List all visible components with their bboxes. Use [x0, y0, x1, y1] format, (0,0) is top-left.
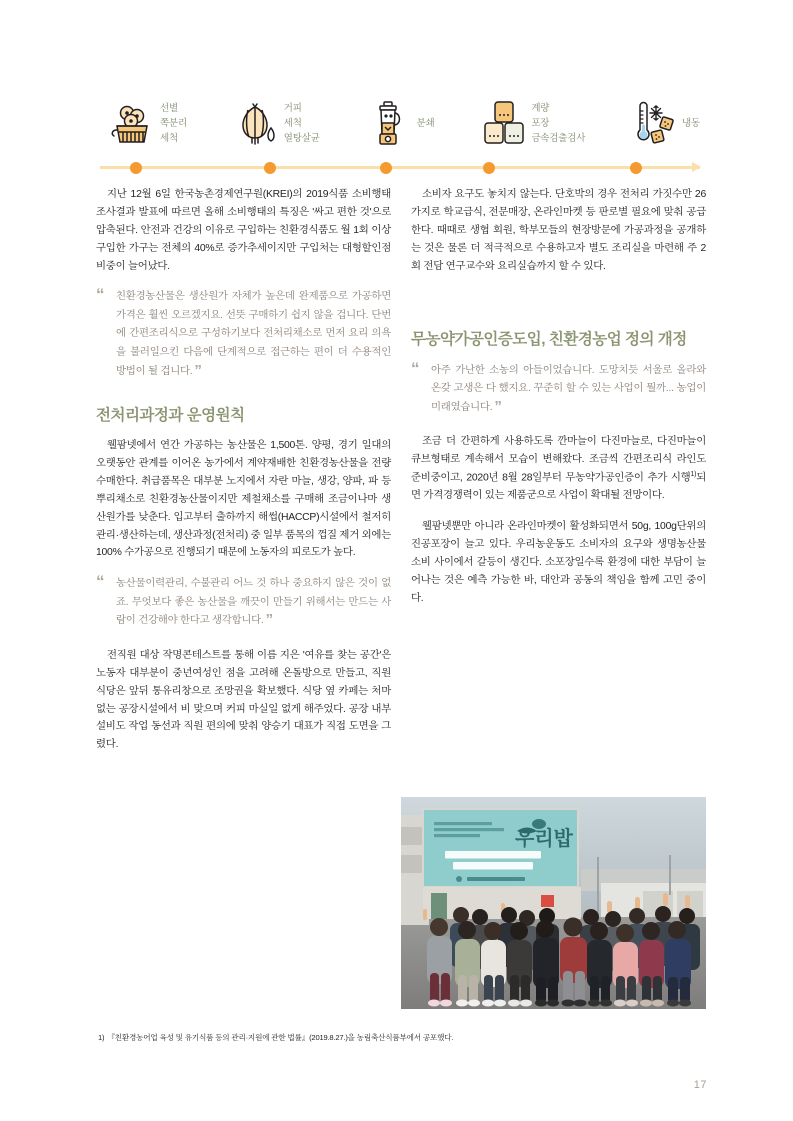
group-photo: [401, 797, 706, 1009]
page-number: 17: [693, 1079, 707, 1091]
left-paragraph-2: 웰팜넷에서 연간 가공하는 농산물은 1,500톤. 양평, 경기 일대의 오랫동안 관계를 이어온 농가에서 계약재배한 친환경농산물을 전량 수매한다. 취급품목은 대부분 노지에서 자란 마늘, 생강, 양파, 파 등 뿌리채소로 친환경농산물이지만 제철채소를 구매해 조금이나마 생산원가를 낮춘다. 입고부터 출하까지 해썹(HACCP)시설에서 철저히 관리·생산하는데, 생산과정(전처리) 중 일부 품목의 껍질 제거 외에는 100% 수가공으로 진행되기 때문에 노동자의 피로도가 높다.: [96, 440, 391, 559]
step-label: 금속검출검사: [531, 132, 586, 144]
process-step-2: [234, 96, 320, 152]
svg-text:우리밥: 우리밥: [515, 828, 573, 850]
right-paragraph-2-part2: 되면 가격경쟁력이 있는 제품군으로 사업이 확대될 전망이다.: [411, 472, 706, 502]
step-label: 세척: [160, 132, 178, 144]
footnote-marker: 1): [98, 1033, 105, 1042]
timeline-dot-5: [630, 162, 642, 174]
quote-close-icon: ”: [194, 361, 202, 379]
process-step-2-labels: [284, 102, 320, 145]
pull-quote-3-text: 아주 가난한 소농의 아들이었습니다. 도망치듯 서울로 올라와 온갖 고생은 다 했지요. 꾸준히 할 수 있는 사업이 뭘까... 농업이 미래였습니다.: [431, 364, 706, 413]
process-timeline-axis: [100, 160, 700, 174]
process-step-4: [481, 96, 585, 152]
step-label: 쪽분리: [160, 118, 187, 130]
footnote-marker-inline: 1): [690, 470, 697, 478]
pull-quote-2-text: 농산물이력관리, 수불관리 어느 것 하나 중요하지 않은 것이 없죠. 무엇보다 좋은 농산물을 깨끗이 만들기 위해서는 만드는 사람이 건강해야 한다고 생각합니다.: [116, 578, 391, 627]
thermometer-freeze-icon: [632, 96, 676, 152]
quote-close-icon: ”: [494, 397, 502, 415]
timeline-dot-3: [380, 162, 392, 174]
step-label: 냉동: [682, 118, 700, 130]
pull-quote-2: [96, 572, 391, 631]
timeline-dot-2: [264, 162, 276, 174]
quote-close-icon: ”: [265, 611, 273, 629]
process-step-1-labels: [160, 102, 187, 145]
timeline-dot-4: [483, 162, 495, 174]
process-flow-diagram: [100, 96, 700, 176]
footnote-text: 『친환경농어업 육성 및 유기식품 등의 관리·지원에 관한 법률』(2019.8.27.)을 농림축산식품부에서 공포했다.: [107, 1033, 454, 1042]
quote-open-icon: “: [96, 285, 105, 305]
step-label: 세척: [283, 118, 302, 130]
quote-open-icon: “: [411, 358, 420, 378]
basket-garlic-icon: [110, 96, 154, 152]
left-column: [96, 186, 391, 767]
process-step-5-labels: [682, 117, 700, 131]
garlic-bulb-icon: [234, 96, 278, 152]
article-columns: [96, 186, 706, 767]
step-label: 선별: [160, 103, 178, 115]
step-label: 분쇄: [416, 118, 435, 130]
quote-open-icon: “: [96, 572, 105, 592]
process-step-1: [110, 96, 187, 152]
process-step-3-labels: [417, 117, 435, 131]
right-paragraph-3: 웰팜넷뿐만 아니라 온라인마켓이 활성화되면서 50g, 100g단위의 진공포장이 늘고 있다. 우리농운동도 소비자의 요구와 생명농산물 소비 사이에서 갈등이 생긴다. 소포장일수록 환경에 대한 부담이 늘어나는 것은 예측 가능한 바, 대안과 공동의 책임을 함께 고민 중이다.: [411, 521, 706, 604]
process-step-3: [367, 96, 435, 152]
pull-quote-3: [411, 358, 706, 418]
right-paragraph-2-part1: 조금 더 간편하게 사용하도록 깐마늘이 다진마늘로, 다진마늘이 큐브형태로 계속해서 모습이 변해왔다. 조금씩 간편조리식 라인도 준비중이고, 2020년 8월 28일부터 무농약가공인증이 추가 시행: [411, 436, 706, 484]
packaging-boxes-icon: [481, 96, 525, 152]
right-paragraph-2: [411, 433, 706, 505]
step-label: 포장: [531, 118, 550, 130]
section-heading-right: 무농약가공인증도입, 친환경농업 정의 개정: [411, 331, 687, 349]
left-paragraph-1: 지난 12월 6일 한국농촌경제연구원(KREI)의 2019식품 소비행태 조사결과 발표에 따르면 올해 소비행태의 특징은 '싸고 편한 것'으로 압축된다. 안전과 건강의 이유로 구입하는 친환경식품도 월 1회 이상 구입한 가구는 전체의 40%로 증가추세이지만 구입처는 대형할인점 비중이 늘어났다.: [96, 189, 391, 272]
timeline-line: [100, 166, 700, 169]
process-step-4-labels: [531, 102, 585, 145]
blender-icon: [367, 96, 411, 152]
right-column: [411, 186, 706, 767]
section-heading-left: 전처리과정과 운영원칙: [96, 407, 245, 425]
right-paragraph-1: 소비자 요구도 놓치지 않는다. 단호박의 경우 전처리 가짓수만 26가지로 학교급식, 전문매장, 온라인마켓 등 판로별 필요에 맞춰 공급한다. 때때로 생협 회원, 학부모들의 현장방문에 가공과정을 공개하는 것은 물론 더 적극적으로 수용하고자 별도 조리실을 마련해 주 2회 전담 연구교수와 요리실습까지 할 수 있다.: [411, 189, 706, 272]
pull-quote-1: [96, 285, 391, 381]
timeline-dot-1: [130, 162, 142, 174]
step-label: 거피: [283, 103, 302, 115]
timeline-arrow-icon: [692, 162, 701, 172]
footnote: [98, 1032, 698, 1043]
process-step-5: [632, 96, 700, 152]
process-steps: [100, 96, 700, 158]
step-label: 계량: [531, 103, 550, 115]
pull-quote-1-text: 친환경농산물은 생산원가 자체가 높은데 완제품으로 가공하면 가격은 훨씬 오르겠지요. 선뜻 구매하기 쉽지 않을 겁니다. 단번에 간편조리식으로 구성하기보다 전처리채소로 먼저 요리 의욕을 불러일으킨 다음에 단계적으로 접근하는 편이 더 수용적인 방법이 될 겁니다.: [116, 291, 391, 377]
left-paragraph-3: 전직원 대상 작명콘테스트를 통해 이름 지은 '여유를 찾는 공간'은 노동자 대부분이 중년여성인 점을 고려해 온돌방으로 만들고, 직원식당은 앞뒤 통유리창으로 조망권을 확보했다. 식당 옆 카페는 처마 없는 공장시설에서 비 맞으며 커피 마실일 없게 해주었다. 공장 내부 설비도 작업 동선과 직원 편의에 맞춰 양승기 대표가 직접 도면을 그렸다.: [96, 649, 391, 751]
step-label: 열탕살균: [283, 132, 320, 144]
